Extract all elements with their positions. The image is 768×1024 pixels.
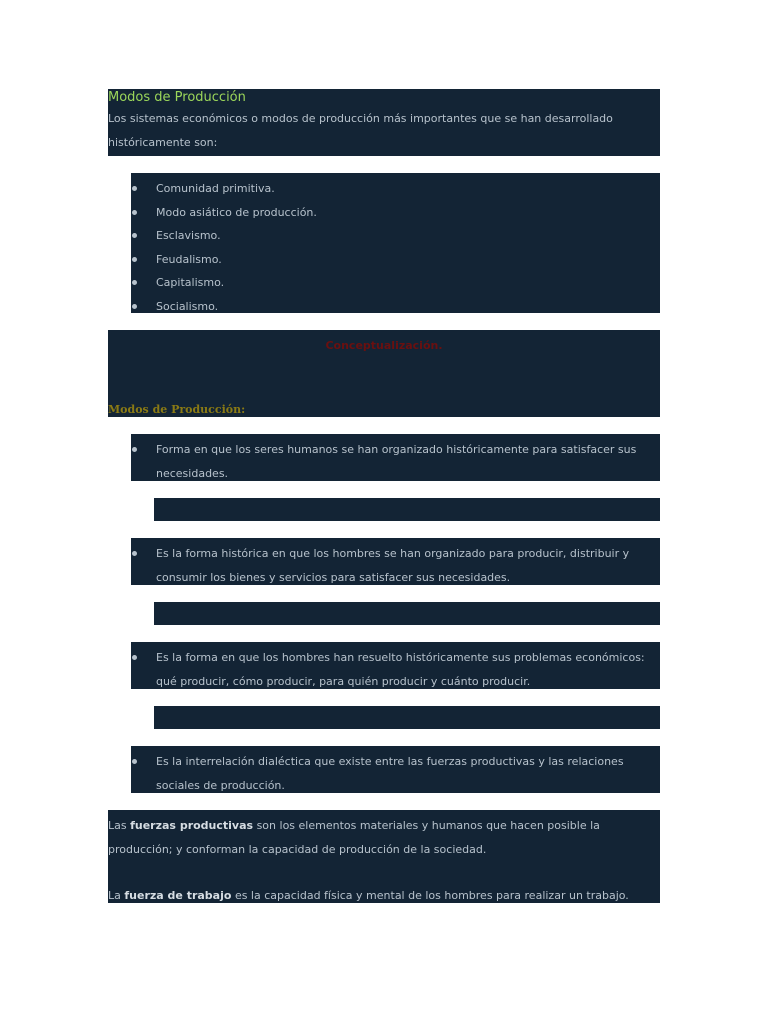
- list-item: [131, 224, 660, 248]
- list-item: [131, 750, 660, 797]
- modes-list: [131, 173, 660, 318]
- list-item: [131, 177, 660, 201]
- definition-text: Es la forma histórica en que los hombres se han organizado para producir, distribuir y consumir los bienes y servicios para satisfacer sus necesidades.: [156, 547, 630, 584]
- bullet-icon: [132, 210, 137, 215]
- conceptualization-block: [108, 330, 660, 417]
- list-item-text: Capitalismo.: [156, 276, 225, 289]
- list-item: [131, 438, 660, 485]
- paragraph-labor-force: [108, 884, 660, 908]
- list-item: [131, 542, 660, 589]
- definition-list: [131, 746, 660, 797]
- bullet-icon: [132, 759, 137, 764]
- bullet-icon: [132, 280, 137, 285]
- paragraph-text: son los elementos materiales y humanos que hacen posible la producción; y conforman la capacidad de producción de la sociedad.: [108, 819, 600, 856]
- definition-list: [131, 538, 660, 589]
- definition-block: [131, 746, 660, 793]
- spacer-bar: [154, 706, 660, 729]
- section-subheading: Modos de Producción:: [108, 403, 246, 416]
- term-productive-forces: fuerzas productivas: [130, 819, 254, 832]
- bullet-icon: [132, 186, 137, 191]
- spacer-bar: [154, 602, 660, 625]
- bullet-icon: [132, 447, 137, 452]
- list-item: [131, 271, 660, 295]
- definition-block: [131, 538, 660, 585]
- definition-list: [131, 434, 660, 485]
- list-item-text: Socialismo.: [156, 299, 219, 313]
- section-heading: Conceptualización.: [325, 339, 443, 352]
- intro-text: Los sistemas económicos o modos de producción más importantes que se han desarrollado históricamente son:: [108, 112, 613, 149]
- bullet-icon: [132, 551, 137, 556]
- paragraph-prefix: La: [108, 889, 121, 902]
- list-item-text: Esclavismo.: [156, 229, 221, 242]
- paragraph-text: es la capacidad física y mental de los hombres para realizar un trabajo.: [234, 889, 629, 902]
- spacer-bar: [154, 498, 660, 521]
- closing-block: [108, 810, 660, 903]
- list-item-text: Modo asiático de producción.: [156, 205, 317, 219]
- list-item: [131, 248, 660, 272]
- list-item: [131, 295, 660, 319]
- intro-block: [108, 89, 660, 156]
- bullet-icon: [132, 257, 137, 262]
- list-item-text: Comunidad primitiva.: [156, 182, 275, 195]
- bullet-icon: [132, 304, 137, 309]
- modes-list-block: [131, 173, 660, 313]
- list-item-text: Feudalismo.: [156, 252, 222, 266]
- definition-list: [131, 642, 660, 693]
- list-item: [131, 646, 660, 693]
- paragraph-prefix: Las: [108, 819, 127, 832]
- bullet-icon: [132, 233, 137, 238]
- page-title: Modos de Producción: [108, 90, 246, 105]
- definition-text: Es la forma en que los hombres han resuelto históricamente sus problemas económicos: qué producir, cómo producir, para quién producir y cuánto producir.: [156, 651, 645, 688]
- paragraph-productive-forces: [108, 814, 660, 861]
- definition-text: Es la interrelación dialéctica que existe entre las fuerzas productivas y las relaciones sociales de producción.: [156, 755, 624, 792]
- bullet-icon: [132, 655, 137, 660]
- term-labor-force: fuerza de trabajo: [124, 889, 232, 902]
- definition-block: [131, 434, 660, 481]
- list-item: [131, 201, 660, 225]
- definition-block: [131, 642, 660, 689]
- definition-text: Forma en que los seres humanos se han organizado históricamente para satisfacer sus necesidades.: [156, 443, 637, 480]
